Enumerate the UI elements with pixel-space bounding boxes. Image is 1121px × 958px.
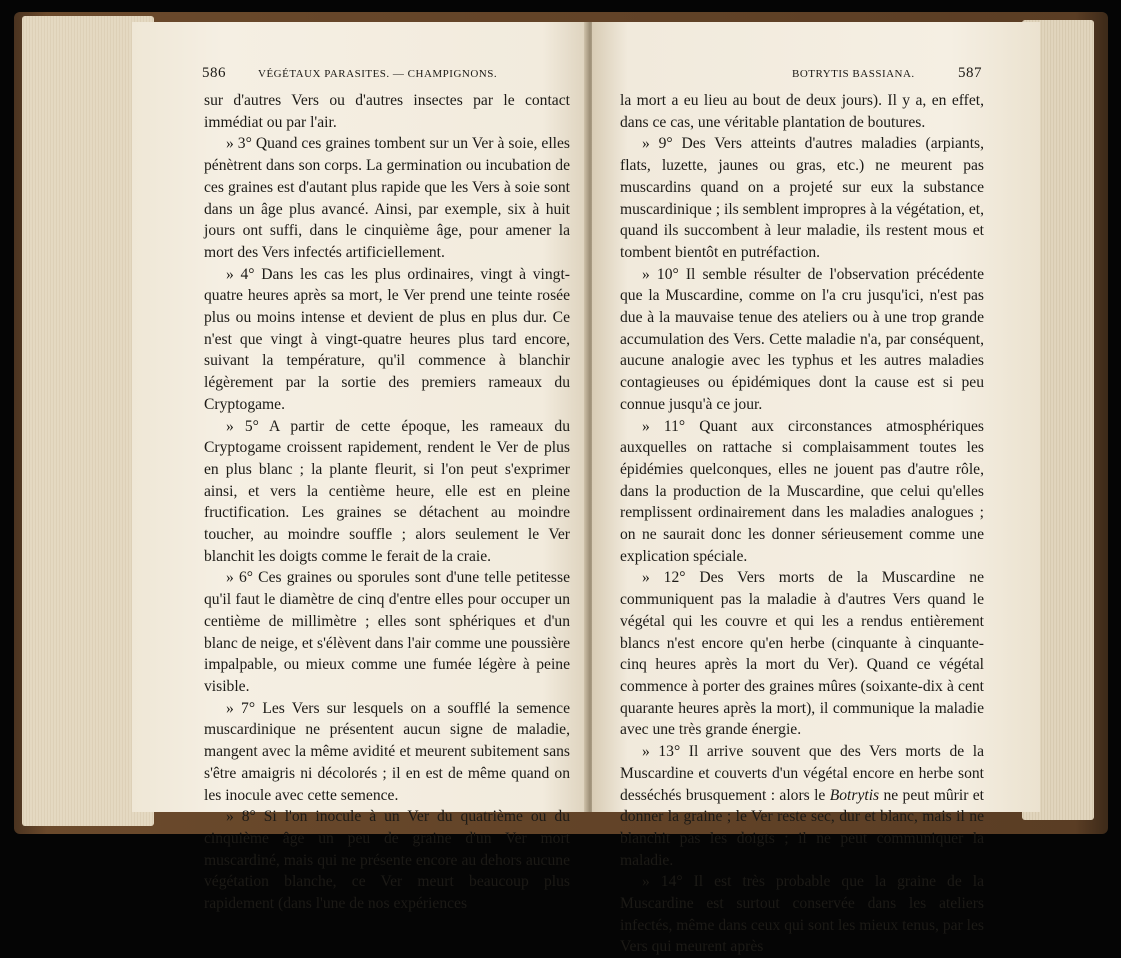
paragraph: » 3° Quand ces graines tombent sur un Ver à soie, elles pénètrent dans son corps. La germination ou incubation de ces graines est d'autant plus rapide que les Vers à soie sont dans un âge plus avancé. Ainsi, par exemple, six à huit jours ont suffi, dans le cinquième âge, pour amener la mort des Vers infectés artificiellement. [204,135,570,261]
right-page-text [620,90,984,958]
paragraph: » 4° Dans les cas les plus ordinaires, vingt à vingt-quatre heures après sa mort, le Ver prend une teinte rosée plus ou moins intense et devient de plus en plus dur. Ce n'est que vingt à vingt-quatre heures plus tard encore, suivant la température, qu'il commence à blanchir légèrement par la sortie des premiers rameaux du Cryptogame. [204,265,570,413]
paragraph: » 8° Si l'on inocule à un Ver du quatrième ou du cinquième âge un peu de graine d'un Ver mort muscardiné, mais qui ne présente encore au dehors aucune végétation blanche, ce Ver meurt beaucoup plus rapidement (dans l'une de nos expériences [204,808,570,913]
paragraph: » 7° Les Vers sur lesquels on a soufflé la semence muscardinique ne présentent aucun signe de maladie, mangent avec la même avidité et meurent subitement sans s'être amaigris ni décolorés ; il en est de même quand on les inocule avec cette semence. [204,699,570,804]
paragraph: » 10° Il semble résulter de l'observation précédente que la Muscardine, comme on l'a cru jusqu'ici, n'est pas due à la mauvaise tenue des ateliers ou à une trop grande accumulation des Vers. Cette maladie n'a, par conséquent, aucune analogie avec les typhus et les autres maladies contagieuses ou épidémiques dont la cause est si peu connue jusqu'à ce jour. [620,265,984,413]
paragraph: » 14° Il est très probable que la graine de la Muscardine est surtout conservée dans les ateliers infectés, même dans ceux qui sont les mieux tenus, par les Vers qui meurent après [620,873,984,956]
paragraph: » 13° Il arrive souvent que des Vers morts de la Muscardine et couverts d'un végétal encore en herbe sont desséchés brusquement : alors le Botrytis ne peut mûrir et donner la graine ; le Ver reste sec, dur et blanc, mais il ne blanchit pas les doigts ; il ne peut communiquer la maladie. [620,743,984,869]
right-running-head: BOTRYTIS BASSIANA. [792,68,915,80]
right-page [592,22,1040,956]
left-page-text [204,90,570,915]
left-page-header [202,65,568,84]
paragraph: » 11° Quant aux circonstances atmosphériques auxquelles on rattache si complaisamment toutes les épidémies quelconques, elles ne jouent pas d'autre rôle, dans la production de la Muscardine, que celui qu'elles remplissent ordinairement dans les maladies analogues ; on ne saurait donc les donner sérieusement comme une explication spéciale. [620,417,984,565]
paragraph: la mort a eu lieu au bout de deux jours). Il y a, en effet, dans ce cas, une véritable plantation de boutures. [620,92,984,131]
right-page-number: 587 [958,65,982,81]
left-page-number: 586 [202,65,226,81]
left-page [132,22,588,913]
left-running-head: VÉGÉTAUX PARASITES. — CHAMPIGNONS. [258,68,498,80]
paragraph: » 5° A partir de cette époque, les rameaux du Cryptogame croissent rapidement, rendent le Ver de plus en plus blanc ; la plante fleurit, si l'on peut s'exprimer ainsi, et vers la centième heure, elle est en pleine fructification. Les graines se détachent au moindre toucher, au moindre souffle ; alors seulement le Ver blanchit les doigts comme le ferait de la craie. [204,417,570,565]
right-page-header [622,65,982,84]
paragraph: » 12° Des Vers morts de la Muscardine ne communiquent pas la maladie à d'autres Vers quand le végétal qui les couvre et qui les a rendus entièrement blancs n'est encore qu'en herbe (cinquante à cinquante-cinq heures après la mort du Ver). Quand ce végétal commence à porter des graines mûres (soixante-dix à cent quarante heures après la mort), il communique la maladie avec une très grande énergie. [620,569,984,739]
paragraph: » 9° Des Vers atteints d'autres maladies (arpiants, flats, luzette, jaunes ou gras, etc.) ne meurent pas muscardins quand on a projeté sur eux la substance muscardinique ; ils semblent impropres à la végétation, et, quand ils succombent à leur maladie, ils restent mous et tombent bientôt en putréfaction. [620,135,984,261]
paragraph: » 6° Ces graines ou sporules sont d'une telle petitesse qu'il faut le diamètre de cinq d'entre elles pour occuper un centième de millimètre ; elles sont sphériques et d'un blanc de neige, et s'élèvent dans l'air comme une poussière impalpable, ou mieux comme une fumée légère à peine visible. [204,569,570,695]
genus-name: Botrytis [829,786,880,804]
paragraph: sur d'autres Vers ou d'autres insectes par le contact immédiat ou par l'air. [204,92,570,131]
